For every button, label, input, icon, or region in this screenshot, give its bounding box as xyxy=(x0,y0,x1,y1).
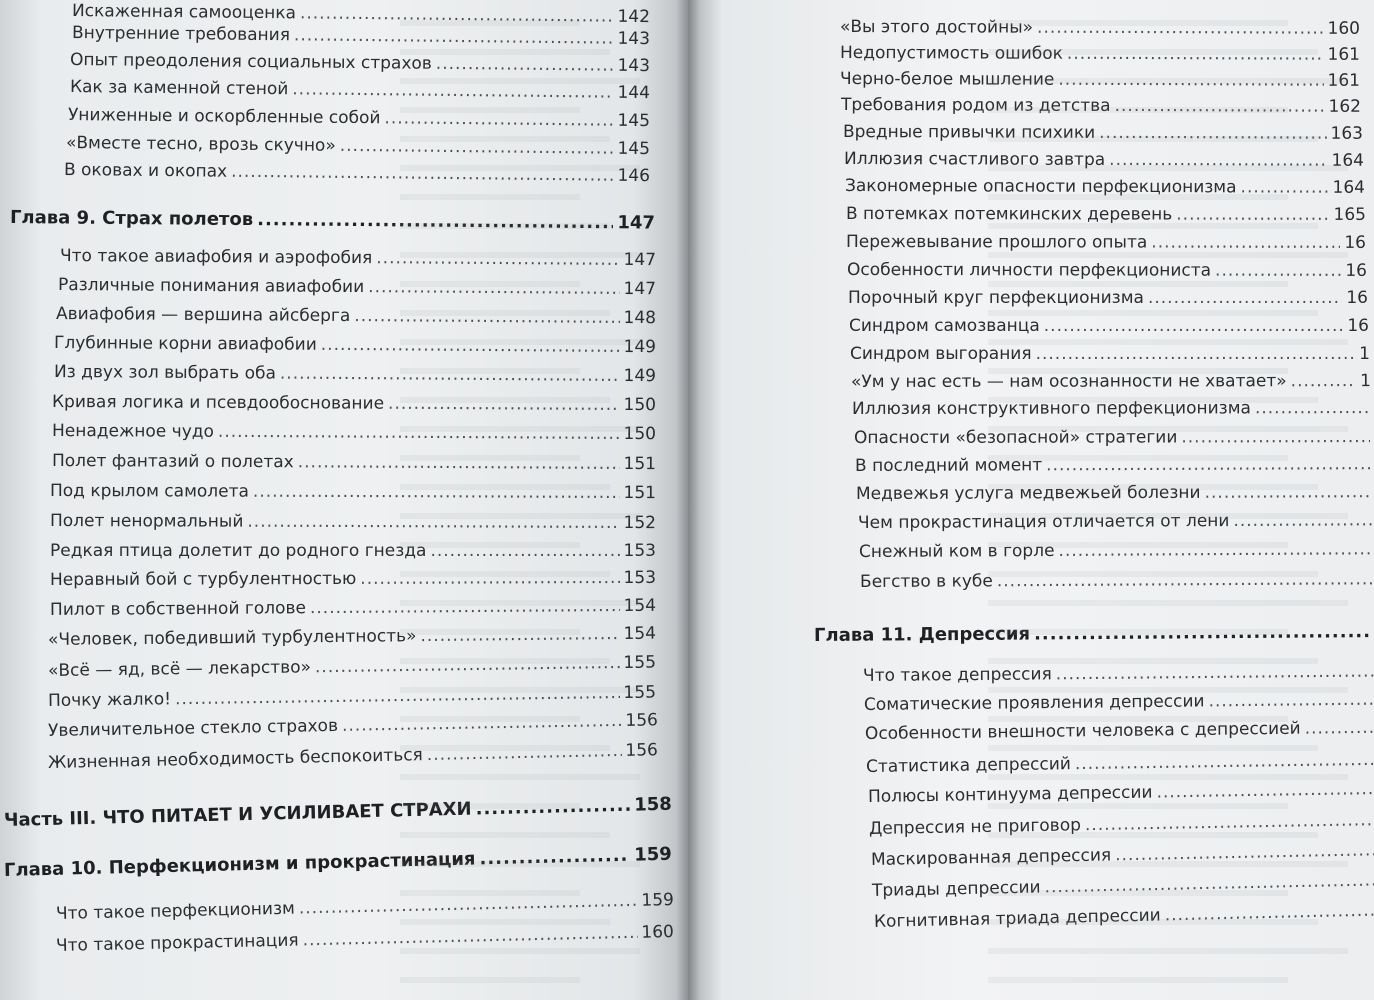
toc-entry-title: Глубинные корни авиафобии xyxy=(53,333,317,355)
toc-leader-dots xyxy=(1241,176,1329,198)
toc-entry-title: В оковах и окопах xyxy=(63,160,228,182)
toc-page-number: 146 xyxy=(617,165,651,187)
toc-entry xyxy=(48,739,658,774)
toc-entry-title: В потемках потемкинских деревень xyxy=(845,204,1173,225)
toc-leader-dots xyxy=(298,451,620,475)
toc-page-number: 16 xyxy=(1345,260,1368,281)
bleed-through-shadow xyxy=(400,194,580,200)
toc-page-number: 149 xyxy=(623,336,657,358)
bleed-through-shadow xyxy=(400,774,640,780)
bleed-through-shadow xyxy=(988,948,1348,954)
toc-leader-dots xyxy=(1208,689,1374,713)
toc-leader-dots xyxy=(475,795,630,821)
toc-entry xyxy=(848,287,1368,309)
toc-entry xyxy=(874,899,1374,933)
toc-entry xyxy=(50,510,656,534)
toc-page-number: 151 xyxy=(623,453,657,475)
toc-page-number: 165 xyxy=(1333,204,1367,225)
toc-entry xyxy=(68,104,650,132)
toc-leader-dots xyxy=(175,682,620,710)
toc-entry xyxy=(841,94,1361,118)
toc-entry xyxy=(844,148,1364,172)
toc-leader-dots xyxy=(1109,149,1327,172)
toc-leader-dots xyxy=(1176,204,1329,226)
toc-entry-title: Синдром выгорания xyxy=(850,344,1032,364)
toc-entry xyxy=(871,839,1374,871)
toc-entry xyxy=(56,889,674,925)
toc-entry-title: Как за каменной стеной xyxy=(69,77,289,100)
toc-entry-title: Бегство в кубе xyxy=(859,571,993,592)
toc-entry xyxy=(869,809,1374,840)
toc-leader-dots xyxy=(479,845,630,871)
toc-page-number: 156 xyxy=(625,740,659,761)
toc-leader-dots xyxy=(1044,315,1344,337)
bleed-through-shadow xyxy=(400,948,640,954)
toc-entry-title: Почку жалко! xyxy=(47,689,172,711)
toc-page-number: 16 xyxy=(1347,316,1369,336)
toc-leader-dots xyxy=(310,595,620,619)
toc-entry-title: Искаженная самооценка xyxy=(71,1,297,24)
toc-entry xyxy=(50,595,656,621)
toc-entry xyxy=(852,397,1372,420)
toc-entry-title: Иллюзия счастливого завтра xyxy=(843,149,1106,170)
toc-entry-title: Часть III. ЧТО ПИТАЕТ И УСИЛИВАЕТ СТРАХИ xyxy=(3,798,472,831)
toc-entry-title: Триады депрессии xyxy=(871,877,1041,901)
toc-leader-dots xyxy=(1164,899,1374,926)
toc-entry xyxy=(52,450,656,475)
toc-leader-dots xyxy=(1148,287,1342,309)
toc-page-number: 161 xyxy=(1327,70,1361,91)
toc-entry xyxy=(48,623,656,651)
toc-entry xyxy=(54,361,656,387)
toc-entry-title: Глава 9. Страх полетов xyxy=(9,207,254,231)
toc-entry xyxy=(48,682,656,712)
toc-page-number: 164 xyxy=(1331,150,1365,171)
toc-leader-dots xyxy=(257,209,613,234)
toc-entry-title: «Вместе тесно, врозь скучно» xyxy=(65,133,336,156)
bleed-through-shadow xyxy=(988,977,1288,983)
toc-leader-dots xyxy=(420,623,619,647)
toc-leader-dots xyxy=(354,305,619,329)
toc-entry xyxy=(851,370,1371,393)
toc-leader-dots xyxy=(1056,660,1374,685)
toc-entry-title: Иллюзия конструктивного перфекционизма xyxy=(851,398,1251,419)
bleed-through-shadow xyxy=(400,832,610,838)
toc-entry xyxy=(70,76,650,104)
toc-heading xyxy=(10,207,655,235)
toc-entry-title: В последний момент xyxy=(854,455,1043,476)
toc-entry-title: Что такое прокрастинация xyxy=(55,930,299,956)
toc-entry xyxy=(58,274,656,300)
toc-entry-title: Пилот в собственной голове xyxy=(49,598,307,620)
toc-entry-title: Черно-белое мышление xyxy=(839,69,1055,90)
toc-page-number: 152 xyxy=(623,513,657,534)
toc-leader-dots xyxy=(299,890,638,920)
toc-entry-title: Опасности «безопасной» стратегии xyxy=(853,427,1178,448)
toc-page-number: 163 xyxy=(1330,123,1364,144)
toc-page-number: 142 xyxy=(617,6,651,28)
toc-entry xyxy=(64,159,650,187)
toc-page-number: 154 xyxy=(623,623,657,644)
toc-entry-title: Чем прокрастинация отличается от лени xyxy=(857,511,1230,533)
toc-entry-title: Кривая логика и псевдообоснование xyxy=(51,392,385,414)
toc-leader-dots xyxy=(368,276,619,300)
toc-leader-dots xyxy=(1099,122,1326,145)
toc-entry xyxy=(866,749,1374,778)
toc-entry xyxy=(52,391,656,416)
toc-entry xyxy=(850,343,1370,365)
toc-entry xyxy=(52,420,656,445)
toc-leader-dots xyxy=(1034,621,1370,645)
toc-entry-title: «Вы этого достойны» xyxy=(839,17,1034,38)
toc-entry xyxy=(865,717,1374,745)
toc-entry xyxy=(50,480,656,504)
toc-entry-title: Снежный ком в горле xyxy=(858,540,1055,562)
toc-entry-title: Порочный круг перфекционизма xyxy=(848,288,1144,308)
toc-page-number: 156 xyxy=(625,710,659,731)
toc-leader-dots xyxy=(247,511,619,534)
toc-leader-dots xyxy=(302,922,637,952)
toc-entry-title: Маскированная депрессия xyxy=(870,845,1112,870)
toc-entry xyxy=(72,22,650,50)
toc-entry xyxy=(54,332,656,358)
toc-leader-dots xyxy=(376,247,619,271)
toc-page-number: 155 xyxy=(623,652,657,673)
toc-entry xyxy=(70,49,650,77)
toc-leader-dots xyxy=(997,568,1374,592)
toc-entry xyxy=(863,660,1374,687)
toc-leader-dots xyxy=(427,740,622,766)
toc-entry-title: Пережевывание прошлого опыта xyxy=(845,232,1148,253)
toc-entry-title: Полюсы континуума депрессии xyxy=(867,782,1153,807)
toc-entry-title: Опыт преодоления социальных страхов xyxy=(69,50,432,74)
toc-entry-title: Полет фантазий о полетах xyxy=(51,451,294,473)
toc-leader-dots xyxy=(1046,453,1371,476)
toc-leader-dots xyxy=(292,78,613,103)
toc-leader-dots xyxy=(388,393,620,416)
toc-leader-dots xyxy=(360,567,619,590)
toc-entry xyxy=(840,16,1360,40)
toc-heading xyxy=(814,621,1374,647)
toc-leader-dots xyxy=(1037,17,1324,40)
toc-entry-title: Когнитивная триада депрессии xyxy=(873,905,1161,932)
toc-entry xyxy=(843,121,1363,145)
toc-entry-title: Редкая птица долетит до родного гнезда xyxy=(50,541,427,561)
bleed-through-shadow xyxy=(400,977,580,983)
toc-entry-title: Различные понимания авиафобии xyxy=(57,275,365,298)
toc-leader-dots xyxy=(1067,43,1324,66)
toc-entry xyxy=(840,42,1360,66)
toc-entry-title: Жизненная необходимость беспокоиться xyxy=(47,745,424,773)
toc-leader-dots xyxy=(1215,260,1341,282)
toc-leader-dots xyxy=(1181,426,1370,448)
toc-entry-title: Синдром самозванца xyxy=(849,316,1040,336)
toc-entry-title: Депрессия не приговор xyxy=(868,815,1082,839)
toc-page-number: 155 xyxy=(623,682,657,703)
toc-page-number: 151 xyxy=(623,483,657,504)
toc-leader-dots xyxy=(294,24,614,49)
toc-leader-dots xyxy=(342,710,622,737)
toc-page-number: 150 xyxy=(623,394,657,416)
toc-leader-dots xyxy=(1036,343,1356,365)
toc-page-number: 16 xyxy=(1346,288,1368,308)
toc-entry-title: Глава 10. Перфекционизм и прокрастинация xyxy=(3,848,476,881)
toc-leader-dots xyxy=(218,421,620,445)
toc-entry-title: Что такое перфекционизм xyxy=(55,898,296,924)
toc-entry xyxy=(846,203,1366,226)
toc-entry-title: Особенности внешности человека с депрессией xyxy=(864,718,1301,744)
toc-leader-dots xyxy=(1205,481,1372,504)
toc-entry xyxy=(60,245,656,271)
toc-page-number: 160 xyxy=(1327,18,1361,39)
toc-entry xyxy=(56,921,674,957)
toc-page-number: 147 xyxy=(623,278,657,300)
toc-entry xyxy=(860,568,1374,593)
toc-entry-title: Вредные привычки психики xyxy=(842,122,1096,143)
book-gutter xyxy=(676,0,700,1000)
toc-entry-title: Увеличительное стекло страхов xyxy=(47,715,339,741)
toc-entry-title: Статистика депрессий xyxy=(865,754,1072,777)
toc-leader-dots xyxy=(1058,69,1323,92)
toc-entry xyxy=(872,869,1374,902)
toc-page-number: 153 xyxy=(623,567,657,588)
toc-page-number: 143 xyxy=(617,28,651,50)
toc-entry xyxy=(856,481,1374,505)
toc-entry-title: Что такое депрессия xyxy=(862,664,1052,686)
toc-entry xyxy=(50,540,656,562)
toc-leader-dots xyxy=(1151,232,1340,254)
toc-entry-title: «Человек, победивший турбулентность» xyxy=(47,626,417,650)
toc-leader-dots xyxy=(1058,538,1374,562)
toc-page-number: 149 xyxy=(623,365,657,387)
toc-page-number: 159 xyxy=(641,889,675,911)
toc-leader-dots xyxy=(1305,717,1374,740)
toc-page-number: 164 xyxy=(1332,177,1366,198)
toc-leader-dots xyxy=(1075,749,1374,775)
right-page xyxy=(688,0,1374,1000)
toc-leader-dots xyxy=(231,161,614,187)
toc-leader-dots xyxy=(436,53,614,77)
toc-entry-title: Внутренние требования xyxy=(71,23,291,46)
toc-page-number: 154 xyxy=(623,595,657,616)
toc-entry xyxy=(847,259,1367,282)
toc-page-number: 144 xyxy=(617,82,651,104)
toc-entry xyxy=(864,689,1374,716)
toc-entry xyxy=(849,315,1369,337)
toc-entry-title: Глава 11. Депрессия xyxy=(813,623,1031,646)
toc-page-number: 161 xyxy=(1327,44,1361,65)
toc-entry-title: «Ум у нас есть — нам осознанности не хватает» xyxy=(850,371,1287,392)
toc-entry-title: Медвежья услуга медвежьей болезни xyxy=(855,482,1201,504)
toc-entry-title: Что такое авиафобия и аэрофобия xyxy=(59,246,373,269)
toc-entry xyxy=(66,132,650,160)
toc-entry-title: Униженные и оскорбленные собой xyxy=(67,105,381,129)
toc-entry-title: Недопустимость ошибок xyxy=(839,43,1063,64)
toc-leader-dots xyxy=(1233,509,1374,532)
toc-entry xyxy=(846,231,1366,254)
toc-heading xyxy=(4,794,672,832)
toc-entry xyxy=(840,68,1360,92)
toc-page-number: 1 xyxy=(1360,371,1372,392)
toc-entry-title: Неравный бой с турбулентностью xyxy=(49,568,357,590)
toc-entry xyxy=(56,303,656,329)
toc-leader-dots xyxy=(1115,839,1374,866)
toc-leader-dots xyxy=(384,107,613,131)
toc-entry xyxy=(868,778,1374,808)
toc-page-number: 145 xyxy=(617,138,651,160)
toc-entry-title: Под крылом самолета xyxy=(49,481,249,502)
toc-page-number: 145 xyxy=(617,110,651,132)
toc-leader-dots xyxy=(280,363,620,387)
toc-leader-dots xyxy=(1291,370,1357,392)
toc-leader-dots xyxy=(430,540,619,562)
toc-page-number: 143 xyxy=(617,55,651,77)
toc-page-number: 147 xyxy=(617,212,656,234)
toc-entry xyxy=(845,175,1365,199)
toc-page-number: 158 xyxy=(633,793,673,816)
toc-leader-dots xyxy=(340,135,614,160)
toc-leader-dots xyxy=(1115,95,1325,118)
toc-leader-dots xyxy=(321,334,620,358)
toc-page-number: 148 xyxy=(623,307,657,329)
toc-heading xyxy=(4,844,672,882)
toc-page-number: 153 xyxy=(623,541,656,561)
toc-entry-title: Требования родом из детства xyxy=(840,95,1111,116)
toc-entry xyxy=(859,538,1374,563)
toc-entry xyxy=(854,426,1374,449)
toc-entry xyxy=(48,709,658,742)
toc-page-number: 159 xyxy=(633,843,673,866)
bleed-through-shadow xyxy=(988,600,1348,606)
toc-entry xyxy=(48,652,656,682)
toc-entry-title: Из двух зол выбрать оба xyxy=(53,362,277,384)
toc-entry xyxy=(858,509,1374,534)
toc-leader-dots xyxy=(253,481,620,504)
toc-leader-dots xyxy=(1255,397,1368,419)
toc-leader-dots xyxy=(1085,809,1374,836)
toc-leader-dots xyxy=(1156,778,1374,804)
toc-page-number: 150 xyxy=(623,423,657,445)
toc-entry-title: Особенности личности перфекциониста xyxy=(846,260,1212,281)
toc-entry xyxy=(50,567,656,591)
toc-page-number: 147 xyxy=(623,249,657,271)
toc-leader-dots xyxy=(1044,869,1374,898)
toc-entry-title: Закономерные опасности перфекционизма xyxy=(844,176,1237,198)
toc-entry-title: Авиафобия — вершина айсберга xyxy=(55,304,351,327)
toc-page-number: 16 xyxy=(1344,232,1367,253)
toc-entry-title: Соматические проявления депрессии xyxy=(863,691,1205,715)
toc-entry-title: «Всё — яд, всё — лекарство» xyxy=(47,657,312,681)
toc-page-number: 162 xyxy=(1328,96,1362,117)
toc-page-number: 160 xyxy=(641,921,675,943)
toc-entry-title: Полет ненормальный xyxy=(49,511,244,532)
toc-leader-dots xyxy=(315,652,620,678)
toc-entry-title: Ненадежное чудо xyxy=(51,421,215,442)
toc-page-number: 1 xyxy=(1359,344,1370,364)
toc-leader-dots xyxy=(300,2,614,27)
toc-entry xyxy=(855,453,1374,477)
